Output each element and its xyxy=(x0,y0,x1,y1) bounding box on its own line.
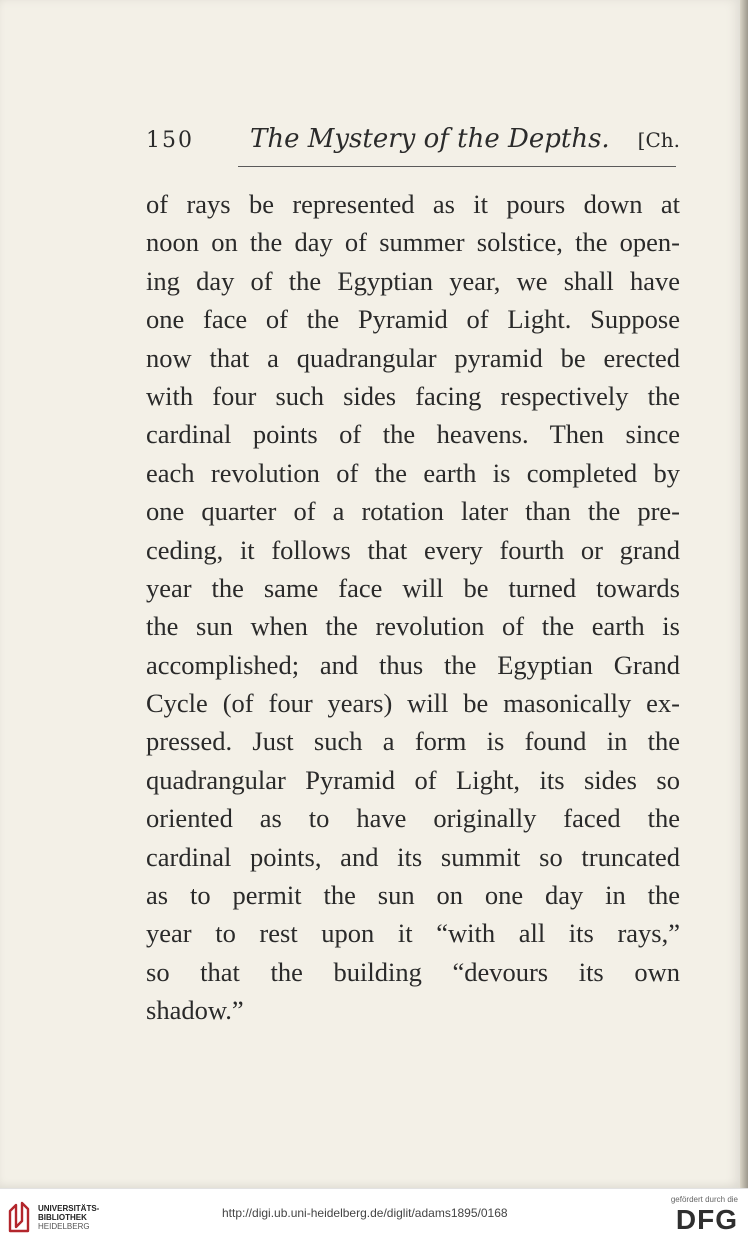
text-line: accomplished; and thus the Egyptian Grand xyxy=(146,649,680,680)
text-line: with four such sides facing respectively the xyxy=(146,380,680,411)
funder-name: DFG xyxy=(675,1204,738,1235)
text-line: noon on the day of summer solstice, the open- xyxy=(146,227,680,258)
text-line: each revolution of the earth is completed by xyxy=(146,457,680,488)
text-line: ceding, it follows that every fourth or grand xyxy=(146,534,680,565)
library-line2: BIBLIOTHEK xyxy=(38,1213,87,1222)
library-name xyxy=(38,1204,99,1231)
text-line: year the same face will be turned towards xyxy=(146,572,680,603)
text-line: year to rest upon it “with all its rays,” xyxy=(146,918,680,949)
text-line: the sun when the revolution of the earth is xyxy=(146,611,680,642)
funding-note: gefördert durch die xyxy=(670,1195,738,1204)
permalink-url[interactable]: http://digi.ub.uni-heidelberg.de/diglit/adams1895/0168 xyxy=(222,1206,508,1220)
library-line3: HEIDELBERG xyxy=(38,1222,90,1231)
text-line: Cycle (of four years) will be masonically ex- xyxy=(146,688,680,719)
text-line: one quarter of a rotation later than the pre- xyxy=(146,496,680,527)
body-text xyxy=(146,185,680,1030)
text-line: so that the building “devours its own xyxy=(146,956,680,987)
text-line: now that a quadrangular pyramid be erected xyxy=(146,342,680,373)
university-library-logo-icon xyxy=(8,1201,30,1233)
text-line: cardinal points of the heavens. Then since xyxy=(146,419,680,450)
text-line: cardinal points, and its summit so truncated xyxy=(146,841,680,872)
viewer-footer xyxy=(0,1188,748,1243)
dfg-logo[interactable] xyxy=(656,1195,738,1239)
page-number: 150 xyxy=(146,128,194,153)
text-line: oriented as to have originally faced the xyxy=(146,803,680,834)
header-rule xyxy=(238,166,676,167)
running-head xyxy=(146,124,680,164)
chapter-marker: [Ch. xyxy=(637,128,680,152)
text-line: pressed. Just such a form is found in the xyxy=(146,726,680,757)
text-line: one face of the Pyramid of Light. Suppose xyxy=(146,304,680,335)
running-title: The Mystery of the Depths. xyxy=(250,124,610,154)
text-line: of rays be represented as it pours down at xyxy=(146,189,680,219)
text-line: as to permit the sun on one day in the xyxy=(146,880,680,911)
text-line: quadrangular Pyramid of Light, its sides so xyxy=(146,764,680,795)
library-logo[interactable] xyxy=(8,1199,108,1235)
text-line: ing day of the Egyptian year, we shall have xyxy=(146,265,680,296)
text-line: shadow.” xyxy=(146,995,244,1026)
library-line1: UNIVERSITÄTS- xyxy=(38,1204,100,1213)
page-edge xyxy=(740,0,748,1188)
